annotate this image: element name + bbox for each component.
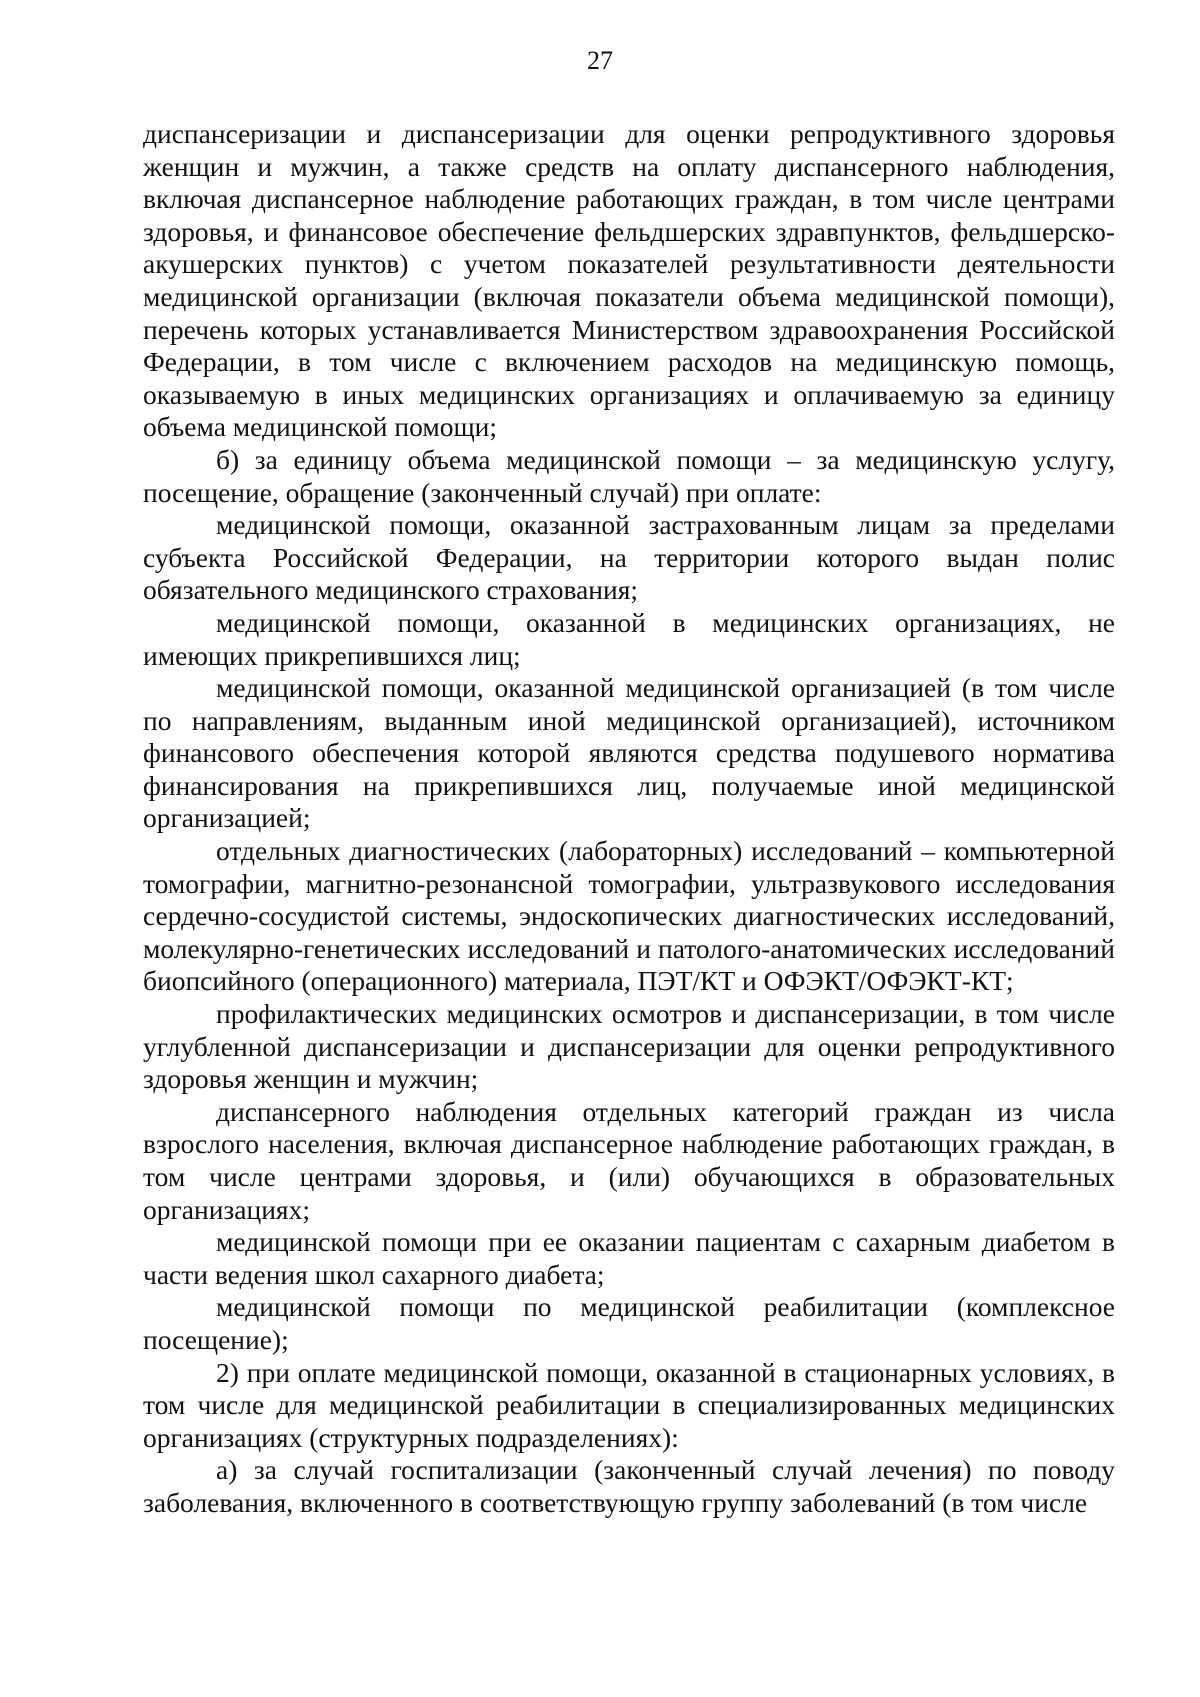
document-body [143, 118, 1115, 1520]
paragraph: диспансерного наблюдения отдельных категорий граждан из числа взрослого населения, включая диспансерное наблюдение работающих граждан, в том числе центрами здоровья, и (или) обучающихся в образовательных организациях; [143, 1095, 1115, 1225]
paragraph: медицинской помощи, оказанной медицинской организацией (в том числе по направлениям, выданным иной медицинской организацией), источником финансового обеспечения которой являются средства подушевого норматива финансирования на прикрепившихся лиц, получаемые иной медицинской организацией; [143, 672, 1115, 834]
paragraph: а) за случай госпитализации (законченный случай лечения) по поводу заболевания, включенного в соответствующую группу заболеваний (в том числе [143, 1454, 1115, 1518]
paragraph: медицинской помощи, оказанной в медицинских организациях, не имеющих прикрепившихся лиц; [143, 606, 1115, 671]
page-number: 27 [587, 46, 613, 75]
paragraph: 2) при оплате медицинской помощи, оказанной в стационарных условиях, в том числе для медицинской реабилитации в специализированных медицинских организациях (структурных подразделениях): [143, 1356, 1115, 1453]
paragraph: профилактических медицинских осмотров и диспансеризации, в том числе углубленной диспансеризации и диспансеризации для оценки репродуктивного здоровья женщин и мужчин; [143, 998, 1115, 1095]
paragraph: медицинской помощи по медицинской реабилитации (комплексное посещение); [143, 1291, 1115, 1355]
paragraph: отдельных диагностических (лабораторных) исследований – компьютерной томографии, магнитно-резонансной томографии, ультразвукового исследования сердечно-сосудистой системы, эндоскопических диагностических исследований, молекулярно-генетических исследований и патолого-анатомических исследований биопсийного (операционного) материала, ПЭТ/КТ и ОФЭКТ/ОФЭКТ-КТ; [143, 835, 1115, 997]
paragraph: медицинской помощи при ее оказании пациентам с сахарным диабетом в части ведения школ сахарного диабета; [143, 1226, 1115, 1290]
paragraph: медицинской помощи, оказанной застрахованным лицам за пределами субъекта Российской Федерации, на территории которого выдан полис обязательного медицинского страхования; [143, 509, 1115, 606]
paragraph: б) за единицу объема медицинской помощи – за медицинскую услугу, посещение, обращение (законченный случай) при оплате: [143, 443, 1115, 508]
paragraph: диспансеризации и диспансеризации для оценки репродуктивного здоровья женщин и мужчин, а также средств на оплату диспансерного наблюдения, включая диспансерное наблюдение работающих граждан, в том числе центрами здоровья, и финансовое обеспечение фельдшерских здравпунктов, фельдшерско-акушерских пунктов) с учетом показателей результативности деятельности медицинской организации (включая показатели объема медицинской помощи), перечень которых устанавливается Министерством здравоохранения Российской Федерации, в том числе с включением расходов на медицинскую помощь, оказываемую в иных медицинских организациях и оплачиваемую за единицу объема медицинской помощи; [143, 118, 1115, 443]
